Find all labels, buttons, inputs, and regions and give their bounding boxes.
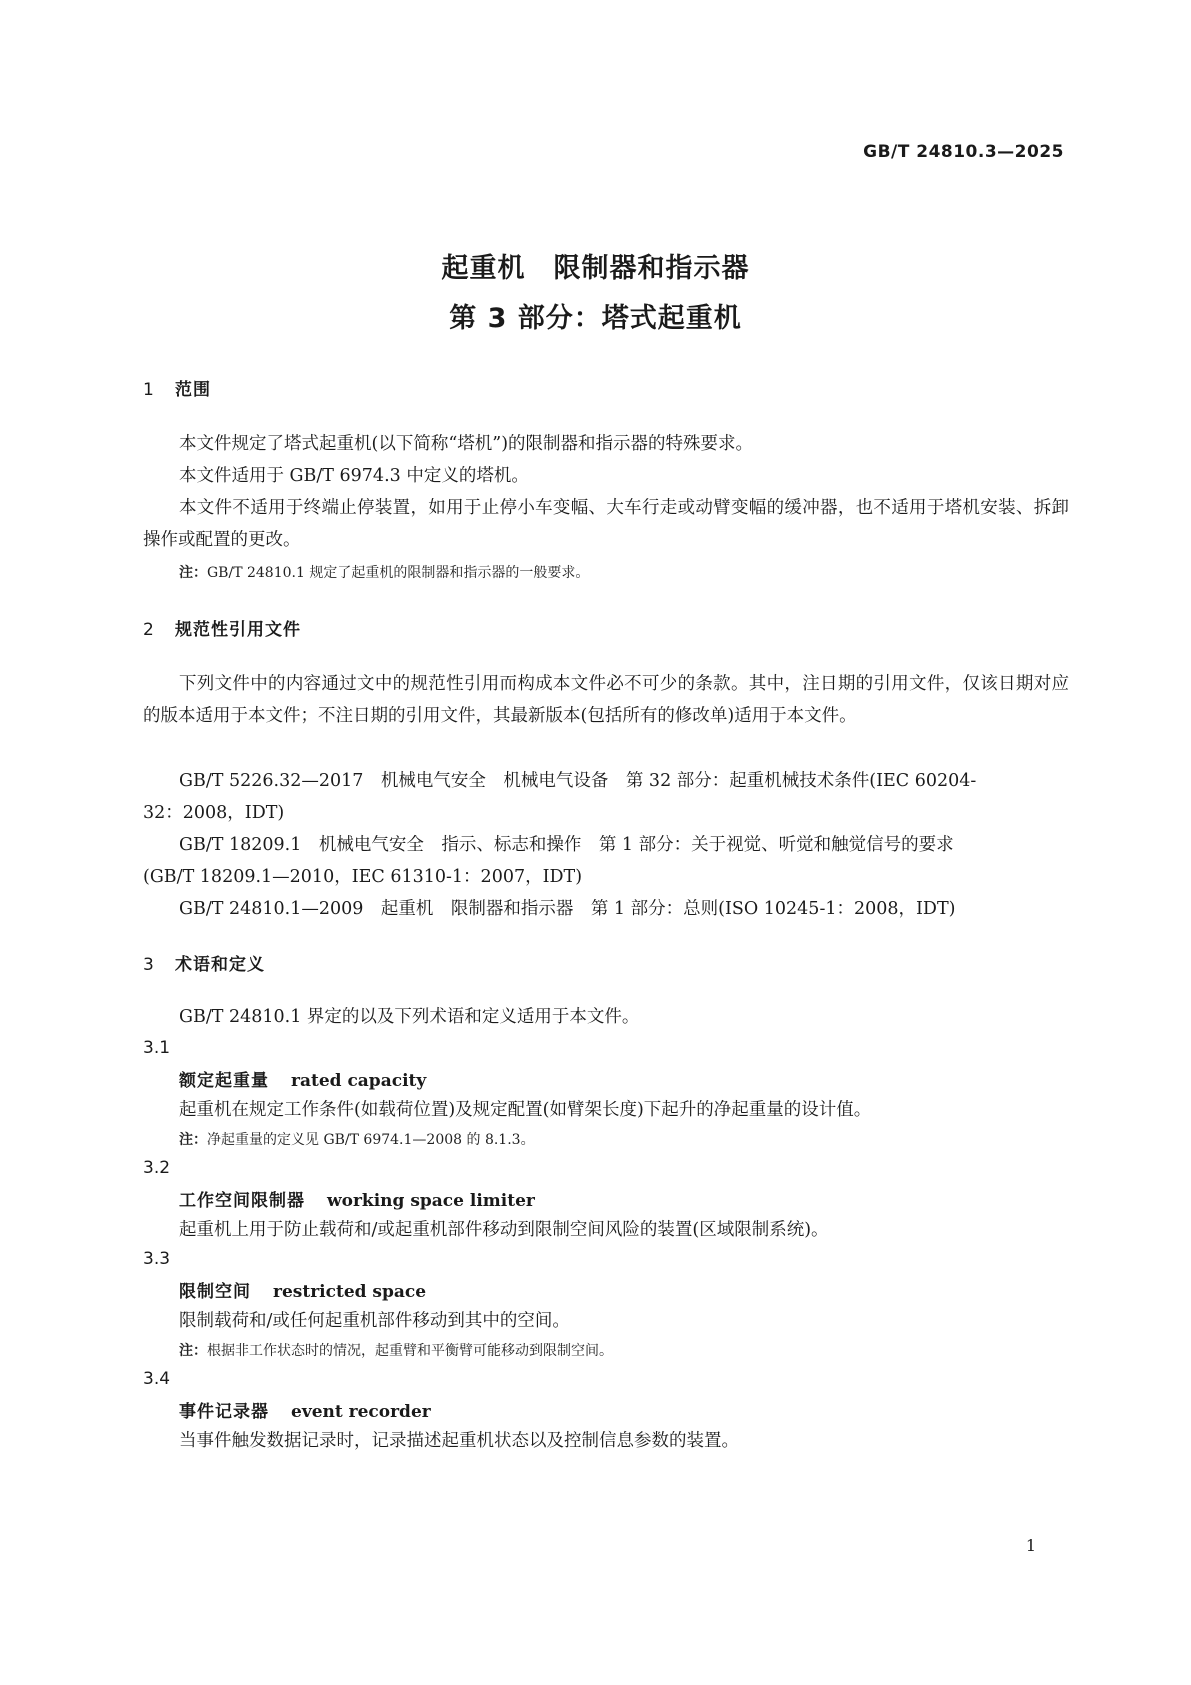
term-heading	[179, 1397, 431, 1422]
standard-code: GB/T 24810.3—2025	[863, 142, 1064, 162]
section-2-heading	[143, 615, 301, 640]
paragraph: 本文件规定了塔式起重机(以下简称“塔机”)的限制器和指示器的特殊要求。	[179, 434, 754, 454]
reference-item-continued: (GB/T 18209.1—2010，IEC 61310-1：2007，IDT)	[143, 867, 583, 887]
note	[179, 1129, 535, 1149]
term-heading	[179, 1066, 426, 1091]
term-number: 3.2	[143, 1158, 171, 1178]
term-heading	[179, 1186, 535, 1211]
paragraph: 本文件适用于 GB/T 6974.3 中定义的塔机。	[179, 466, 529, 486]
note-text: 根据非工作状态时的情况，起重臂和平衡臂可能移动到限制空间。	[207, 1343, 613, 1359]
note	[179, 562, 589, 582]
term-zh: 工作空间限制器	[179, 1191, 305, 1211]
note	[179, 1340, 613, 1360]
note-label: 注：	[179, 565, 207, 581]
section-number: 2	[143, 620, 155, 640]
note-label: 注：	[179, 1132, 207, 1148]
section-title: 规范性引用文件	[175, 620, 301, 640]
paragraph: 下列文件中的内容通过文中的规范性引用而构成本文件必不可少的条款。其中，注日期的引用文件，仅该日期对应的版本适用于本文件；不注日期的引用文件，其最新版本(包括所有的修改单)适用于本文件。	[143, 674, 1069, 726]
term-definition: 起重机上用于防止载荷和/或起重机部件移动到限制空间风险的装置(区域限制系统)。	[179, 1220, 829, 1240]
section-3-heading	[143, 950, 265, 975]
document-title-line2: 第 3 部分：塔式起重机	[449, 303, 742, 334]
page-number: 1	[1025, 1536, 1036, 1555]
reference-item: GB/T 18209.1 机械电气安全 指示、标志和操作 第 1 部分：关于视觉、听觉和触觉信号的要求	[179, 835, 954, 855]
term-zh: 限制空间	[179, 1282, 251, 1302]
reference-item: GB/T 24810.1—2009 起重机 限制器和指示器 第 1 部分：总则(ISO 10245-1：2008，IDT)	[179, 899, 956, 919]
section-number: 3	[143, 955, 155, 975]
term-en: rated capacity	[291, 1071, 427, 1091]
section-number: 1	[143, 380, 155, 400]
term-definition: 限制载荷和/或任何起重机部件移动到其中的空间。	[179, 1311, 570, 1331]
term-definition: 当事件触发数据记录时，记录描述起重机状态以及控制信息参数的装置。	[179, 1431, 739, 1451]
document-title-line1: 起重机 限制器和指示器	[441, 253, 750, 284]
section-title: 范围	[175, 380, 211, 400]
paragraph: GB/T 24810.1 界定的以及下列术语和定义适用于本文件。	[179, 1007, 640, 1027]
note-text: GB/T 24810.1 规定了起重机的限制器和指示器的一般要求。	[207, 565, 590, 581]
term-number: 3.4	[143, 1369, 171, 1389]
term-heading	[179, 1277, 426, 1302]
section-title: 术语和定义	[175, 955, 265, 975]
reference-item-continued: 32：2008，IDT)	[143, 803, 285, 823]
term-number: 3.1	[143, 1038, 171, 1058]
term-definition: 起重机在规定工作条件(如载荷位置)及规定配置(如臂架长度)下起升的净起重量的设计值。	[179, 1100, 872, 1120]
note-text: 净起重量的定义见 GB/T 6974.1—2008 的 8.1.3。	[207, 1132, 535, 1148]
section-1-heading	[143, 375, 211, 400]
term-zh: 额定起重量	[179, 1071, 269, 1091]
term-en: event recorder	[291, 1402, 431, 1422]
note-label: 注：	[179, 1343, 207, 1359]
term-en: working space limiter	[327, 1191, 535, 1211]
reference-item: GB/T 5226.32—2017 机械电气安全 机械电气设备 第 32 部分：起重机械技术条件(IEC 60204-	[179, 771, 977, 791]
term-number: 3.3	[143, 1249, 171, 1269]
paragraph: 本文件不适用于终端止停装置，如用于止停小车变幅、大车行走或动臂变幅的缓冲器，也不适用于塔机安装、拆卸操作或配置的更改。	[143, 498, 1069, 550]
term-zh: 事件记录器	[179, 1402, 269, 1422]
term-en: restricted space	[273, 1282, 427, 1302]
